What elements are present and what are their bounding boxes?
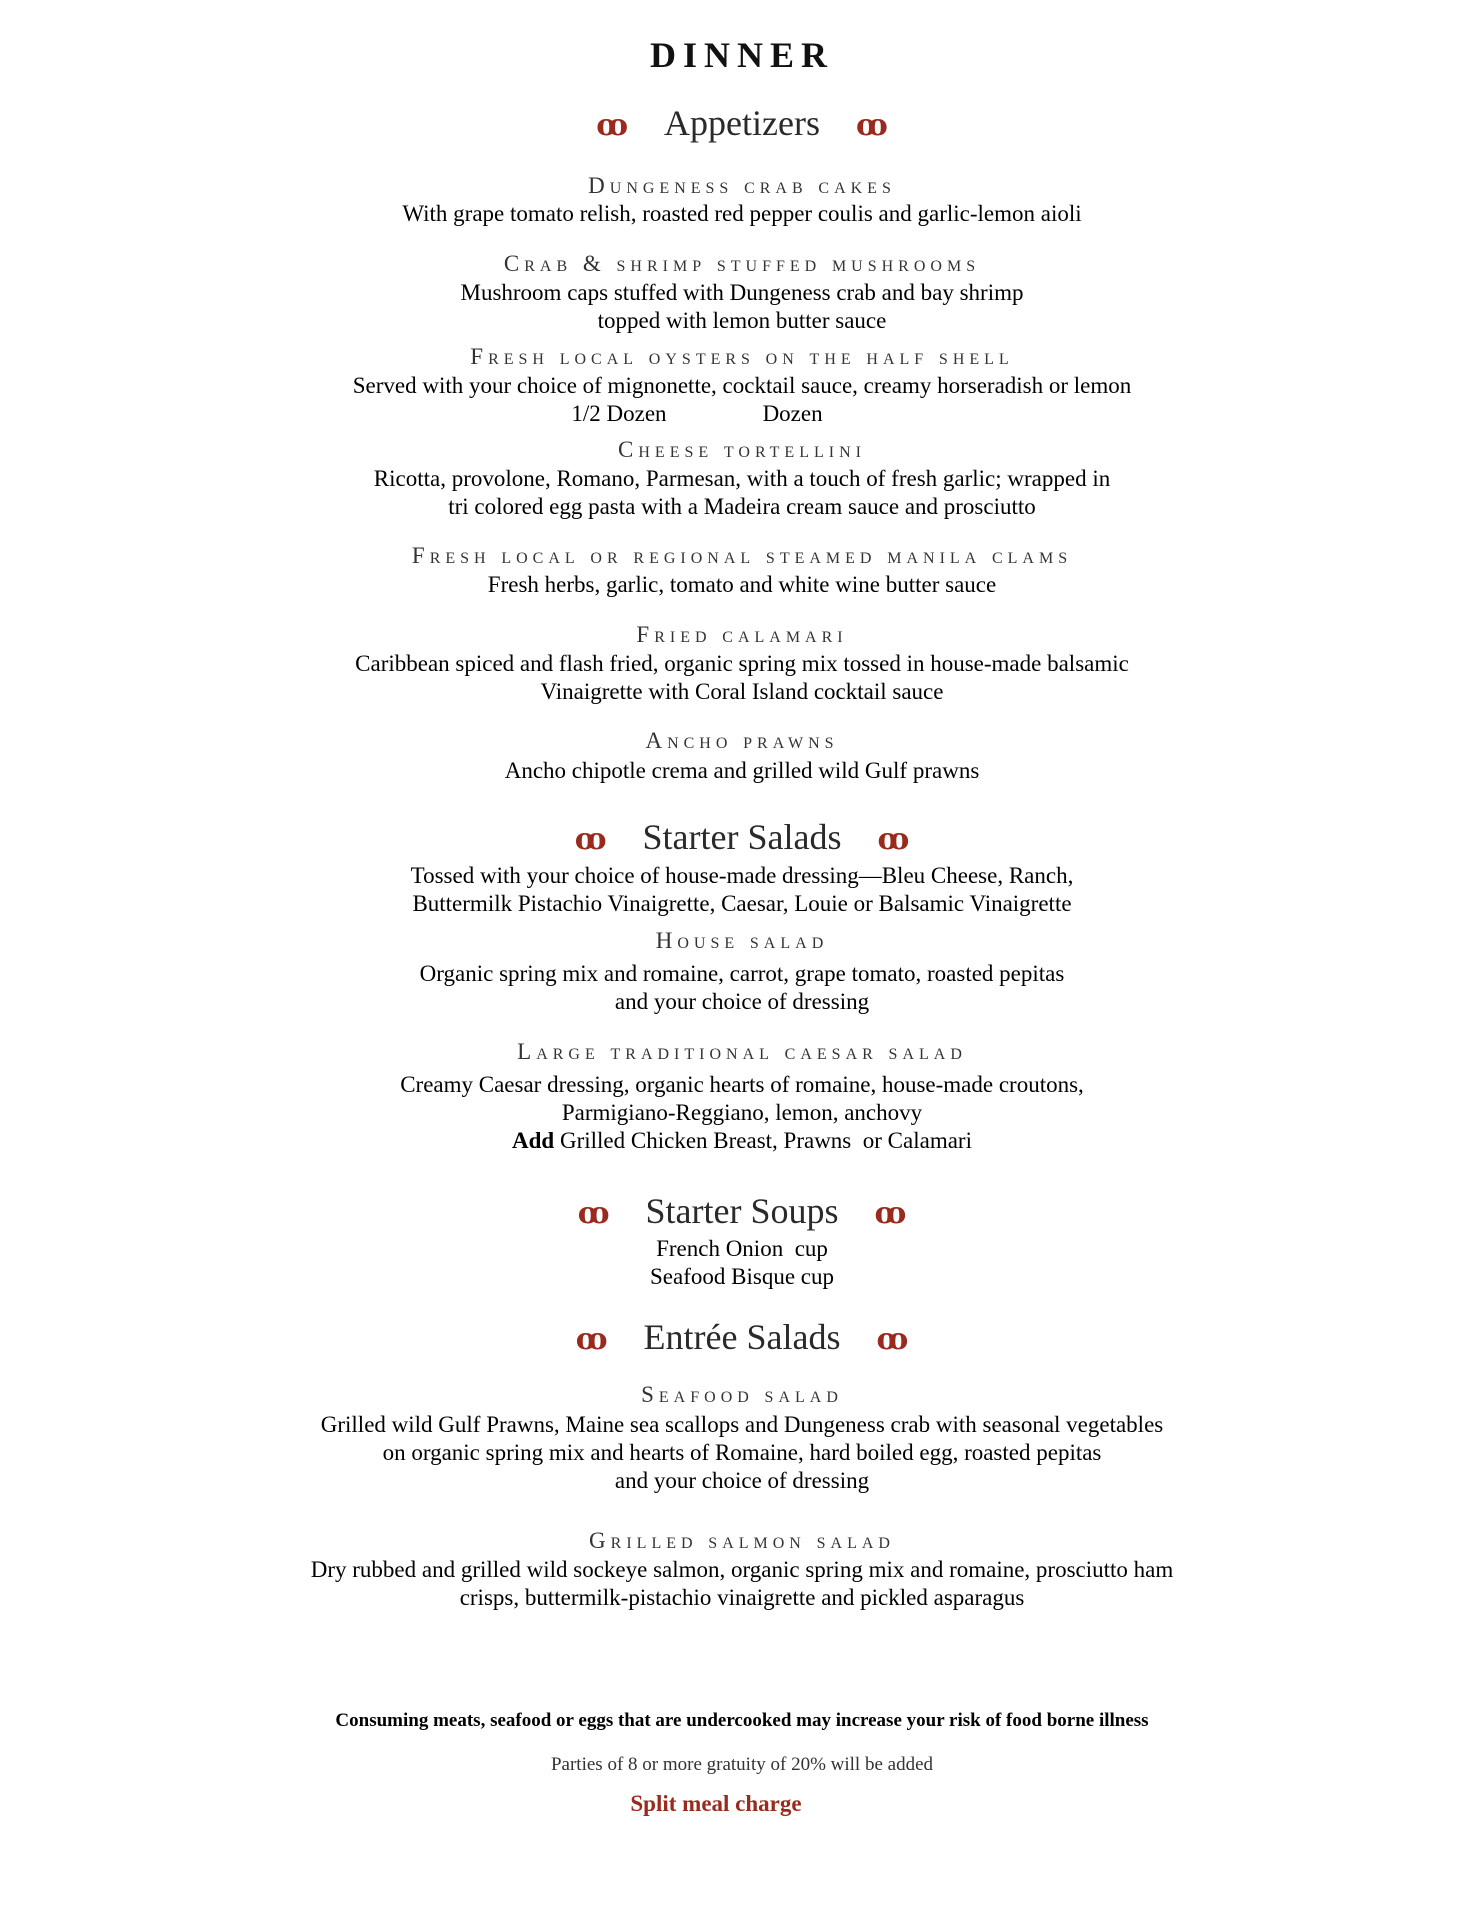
item-name-mushrooms: Crab & shrimp stuffed mushrooms bbox=[503, 251, 981, 276]
section-header-entree-salads bbox=[0, 1316, 1484, 1358]
item-desc-mushrooms-2: topped with lemon butter sauce bbox=[597, 308, 887, 333]
item-name-tortellini: Cheese tortellini bbox=[618, 437, 866, 462]
item-name-prawns: Ancho prawns bbox=[645, 728, 839, 753]
item-desc-mushrooms-1: Mushroom caps stuffed with Dungeness crab and bay shrimp bbox=[460, 280, 1024, 305]
item-desc-oysters: Served with your choice of mignonette, cocktail sauce, creamy horseradish or lemon bbox=[352, 373, 1132, 398]
item-name-seafood-salad: Seafood salad bbox=[641, 1382, 843, 1407]
section-title-starter-salads: Starter Salads bbox=[642, 817, 842, 857]
section-header-appetizers bbox=[0, 102, 1484, 144]
add-options: Grilled Chicken Breast, Prawns or Calamari bbox=[554, 1128, 972, 1153]
section-header-starter-soups bbox=[0, 1190, 1484, 1232]
item-name-salmon-salad: Grilled salmon salad bbox=[589, 1528, 895, 1553]
section-title-starter-soups: Starter Soups bbox=[645, 1191, 839, 1231]
item-name-clams: Fresh local or regional steamed manila clams bbox=[411, 543, 1073, 568]
ornament-right-icon: ꝏ bbox=[874, 1197, 907, 1230]
add-label: Add bbox=[512, 1128, 555, 1153]
ornament-left-icon: ꝏ bbox=[575, 1323, 608, 1356]
item-name-calamari: Fried calamari bbox=[636, 622, 848, 647]
item-name-oysters: Fresh local oysters on the half shell bbox=[470, 344, 1014, 369]
food-safety-warning: Consuming meats, seafood or eggs that are undercooked may increase your risk of food borne illness bbox=[335, 1710, 1149, 1731]
oysters-portions bbox=[0, 400, 1484, 428]
split-meal-charge: Split meal charge bbox=[630, 1791, 802, 1816]
oysters-half-dozen: 1/2 Dozen bbox=[571, 401, 667, 426]
soup-french-onion: French Onion cup bbox=[656, 1236, 828, 1261]
ornament-right-icon: ꝏ bbox=[876, 1323, 909, 1356]
item-desc-seafood-salad-1: Grilled wild Gulf Prawns, Maine sea scallops and Dungeness crab with seasonal vegetables bbox=[320, 1412, 1164, 1437]
item-desc-calamari-1: Caribbean spiced and flash fried, organic spring mix tossed in house-made balsamic bbox=[355, 651, 1129, 676]
oysters-dozen: Dozen bbox=[762, 401, 823, 426]
section-title-appetizers: Appetizers bbox=[664, 103, 820, 143]
item-desc-prawns: Ancho chipotle crema and grilled wild Gulf prawns bbox=[504, 758, 980, 783]
item-desc-salmon-salad-1: Dry rubbed and grilled wild sockeye salmon, organic spring mix and romaine, prosciutto ham bbox=[310, 1557, 1174, 1582]
item-desc-caesar-add bbox=[0, 1127, 1484, 1155]
item-desc-seafood-salad-3: and your choice of dressing bbox=[614, 1468, 870, 1493]
item-desc-house-salad-2: and your choice of dressing bbox=[614, 989, 870, 1014]
ornament-right-icon: ꝏ bbox=[877, 823, 910, 856]
item-desc-caesar-2: Parmigiano-Reggiano, lemon, anchovy bbox=[561, 1100, 923, 1125]
ornament-left-icon: ꝏ bbox=[574, 823, 607, 856]
item-name-caesar: Large traditional caesar salad bbox=[517, 1039, 967, 1064]
item-desc-tortellini-1: Ricotta, provolone, Romano, Parmesan, with a touch of fresh garlic; wrapped in bbox=[373, 466, 1111, 491]
ornament-left-icon: ꝏ bbox=[577, 1197, 610, 1230]
item-desc-tortellini-2: tri colored egg pasta with a Madeira cream sauce and prosciutto bbox=[448, 494, 1036, 519]
ornament-left-icon: ꝏ bbox=[596, 109, 629, 142]
section-title-entree-salads: Entrée Salads bbox=[643, 1317, 841, 1357]
section-header-starter-salads bbox=[0, 816, 1484, 858]
starter-salads-intro-1: Tossed with your choice of house-made dressing—Bleu Cheese, Ranch, bbox=[410, 863, 1074, 888]
item-desc-clams: Fresh herbs, garlic, tomato and white wine butter sauce bbox=[487, 572, 997, 597]
gratuity-note: Parties of 8 or more gratuity of 20% will be added bbox=[550, 1754, 933, 1775]
item-desc-salmon-salad-2: crisps, buttermilk-pistachio vinaigrette and pickled asparagus bbox=[459, 1585, 1025, 1610]
item-name-crab-cakes: Dungeness crab cakes bbox=[588, 173, 896, 198]
item-desc-seafood-salad-2: on organic spring mix and hearts of Romaine, hard boiled egg, roasted pepitas bbox=[382, 1440, 1102, 1465]
item-name-house-salad: House salad bbox=[655, 928, 829, 953]
starter-salads-intro-2: Buttermilk Pistachio Vinaigrette, Caesar, Louie or Balsamic Vinaigrette bbox=[412, 891, 1072, 916]
item-desc-caesar-1: Creamy Caesar dressing, organic hearts of romaine, house-made croutons, bbox=[400, 1072, 1084, 1097]
item-desc-calamari-2: Vinaigrette with Coral Island cocktail sauce bbox=[540, 679, 944, 704]
item-desc-crab-cakes: With grape tomato relish, roasted red pepper coulis and garlic-lemon aioli bbox=[402, 201, 1082, 226]
item-desc-house-salad-1: Organic spring mix and romaine, carrot, grape tomato, roasted pepitas bbox=[419, 961, 1065, 986]
soup-seafood-bisque: Seafood Bisque cup bbox=[650, 1264, 834, 1289]
ornament-right-icon: ꝏ bbox=[855, 109, 888, 142]
menu-title: DINNER bbox=[649, 35, 834, 75]
